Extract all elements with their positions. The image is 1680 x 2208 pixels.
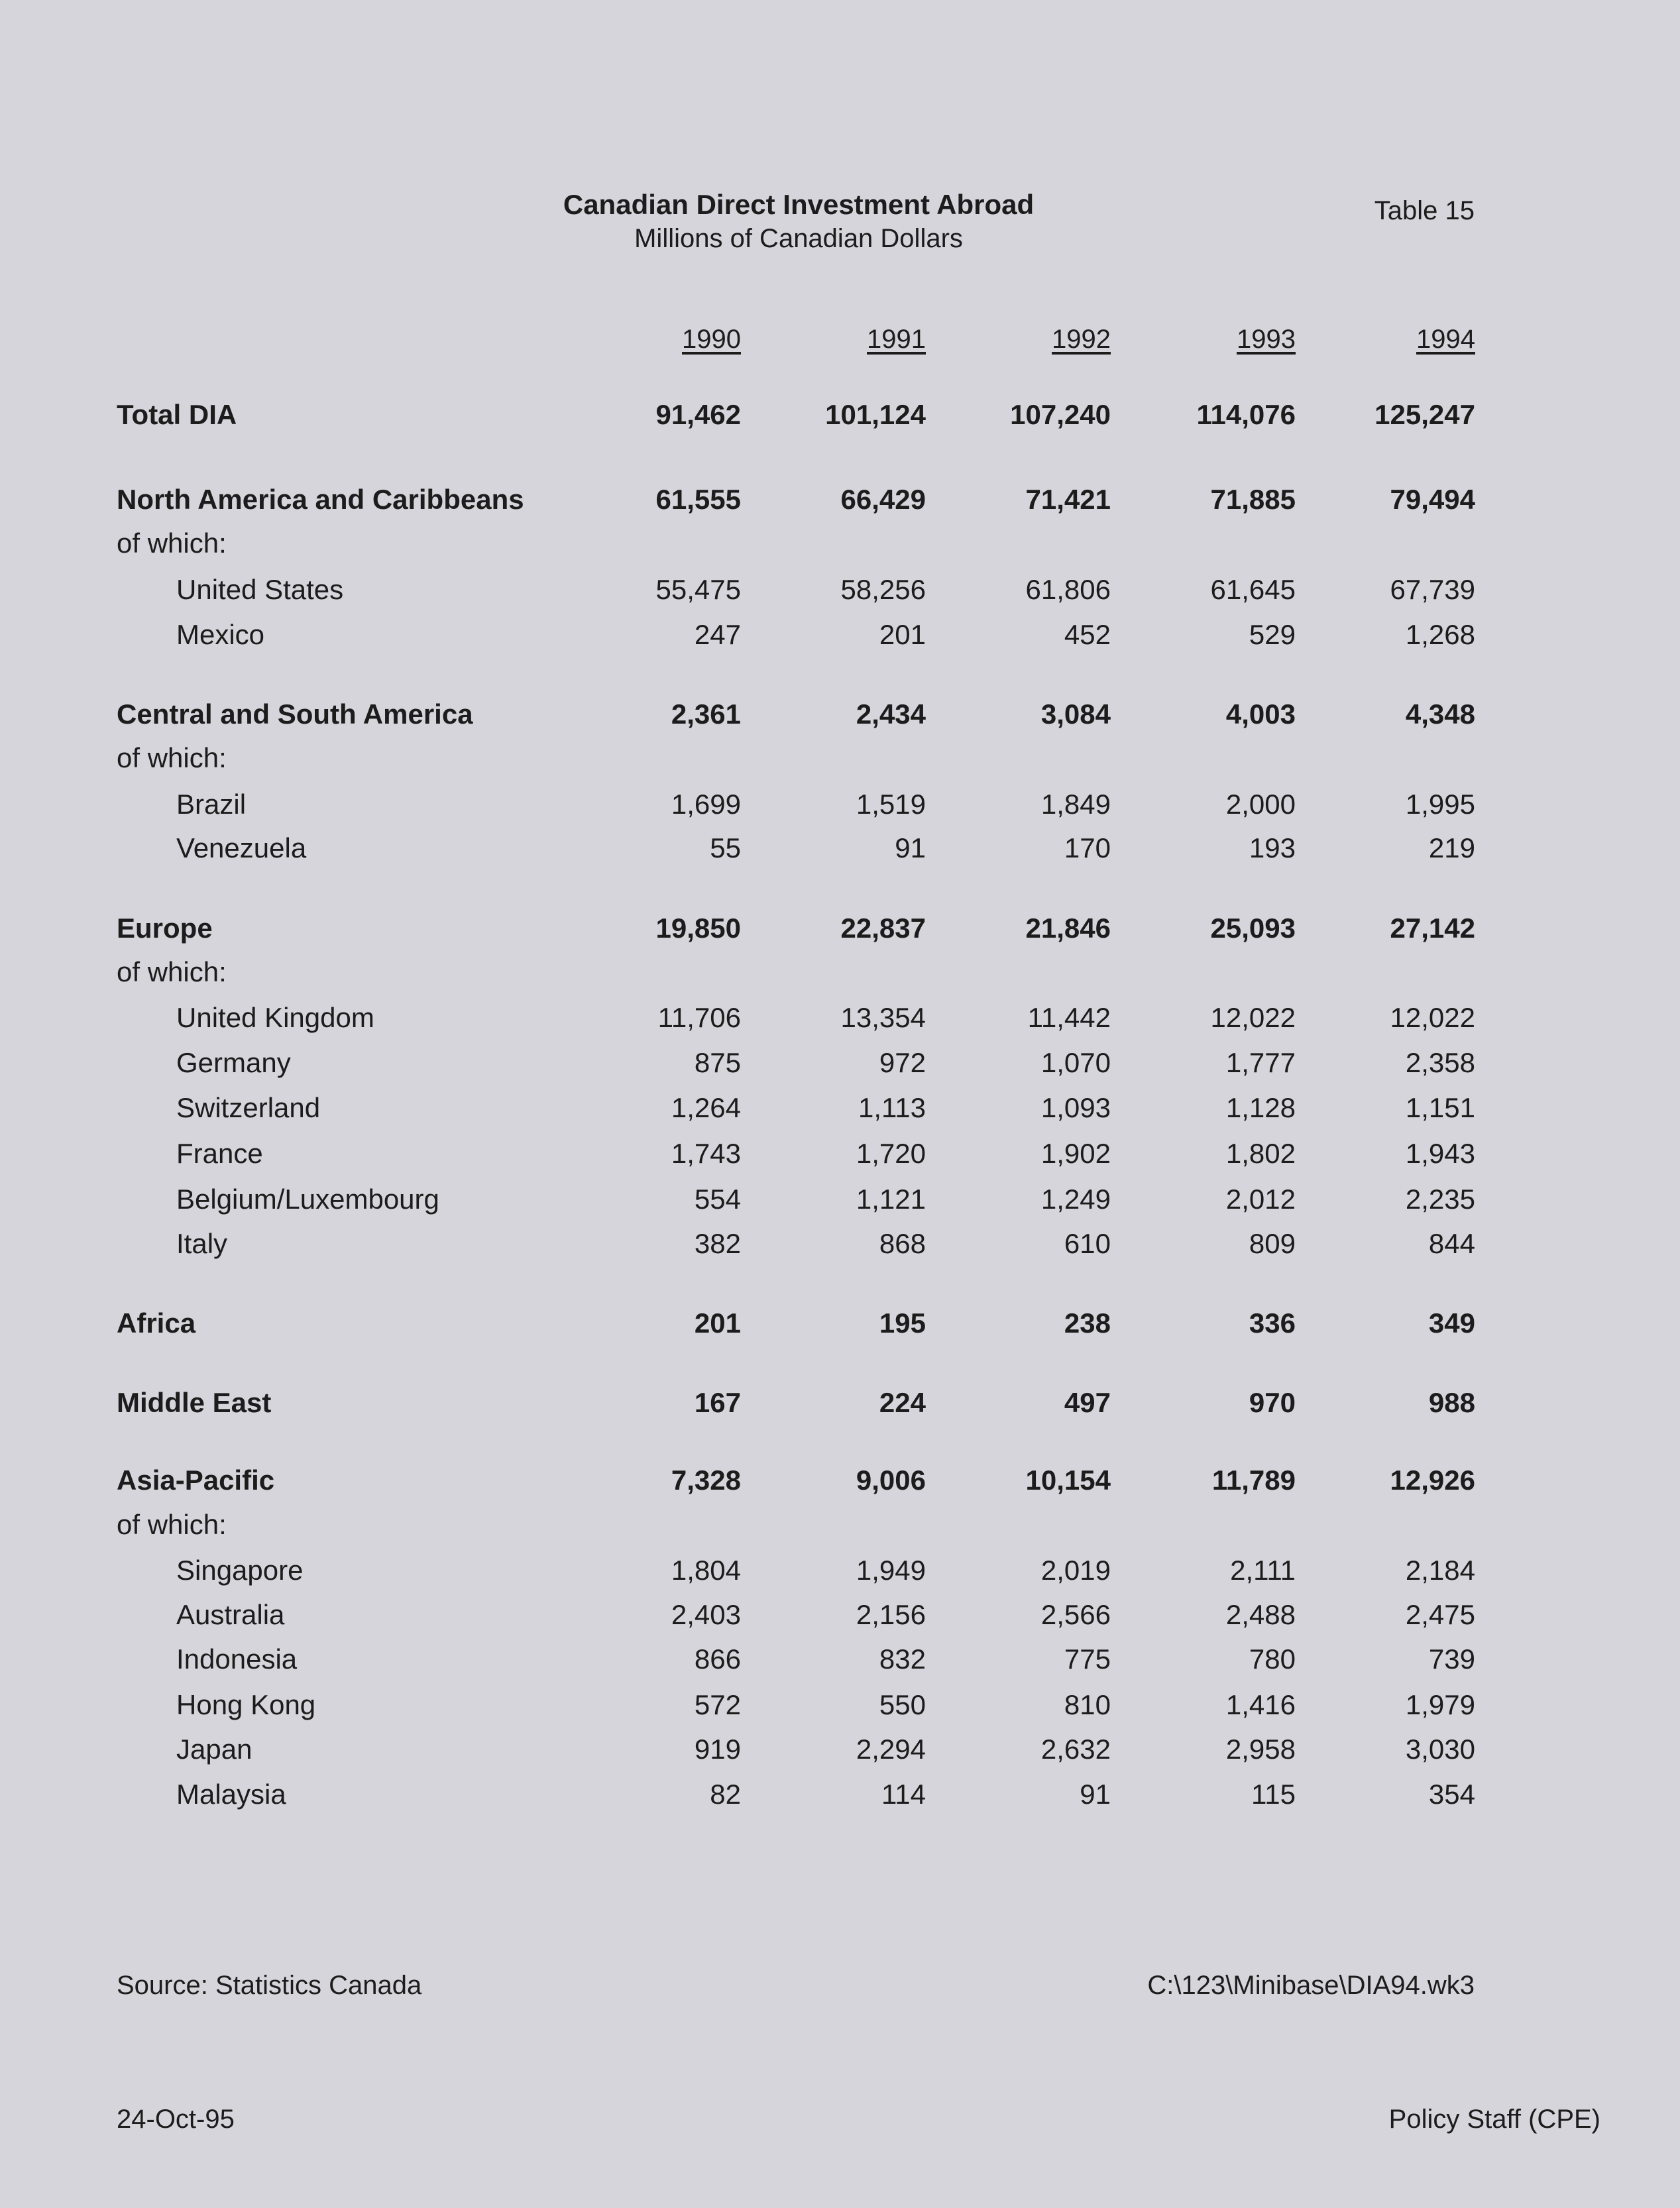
value-cell: 1,121 xyxy=(856,1184,926,1215)
row-label: Malaysia xyxy=(176,1779,286,1810)
value-cell: 55 xyxy=(710,832,741,863)
value-cell: 2,403 xyxy=(671,1599,741,1630)
value-cell: 4,348 xyxy=(1405,698,1475,730)
value-cell: 3,030 xyxy=(1405,1734,1475,1765)
row-label: Germany xyxy=(176,1047,291,1078)
value-cell: 22,837 xyxy=(840,912,926,944)
value-cell: 238 xyxy=(1064,1307,1111,1339)
row-label: of which: xyxy=(117,956,227,987)
value-cell: 13,354 xyxy=(840,1002,926,1033)
value-cell: 529 xyxy=(1249,619,1296,650)
value-cell: 2,184 xyxy=(1405,1555,1475,1586)
value-cell: 1,151 xyxy=(1405,1092,1475,1123)
value-cell: 919 xyxy=(694,1734,741,1765)
value-cell: 2,566 xyxy=(1040,1599,1111,1630)
author-label: Policy Staff (CPE) xyxy=(1388,2105,1600,2134)
value-cell: 67,739 xyxy=(1390,574,1475,605)
table-row xyxy=(0,1228,1680,1265)
table-row xyxy=(0,1138,1680,1175)
row-label: Venezuela xyxy=(176,832,307,863)
value-cell: 170 xyxy=(1064,832,1111,863)
row-label: Mexico xyxy=(176,619,265,650)
value-cell: 775 xyxy=(1064,1643,1111,1675)
value-cell: 809 xyxy=(1249,1228,1296,1259)
value-cell: 349 xyxy=(1428,1307,1475,1339)
value-cell: 19,850 xyxy=(655,912,741,944)
year-header: 1990 xyxy=(682,325,741,354)
value-cell: 12,022 xyxy=(1210,1002,1296,1033)
value-cell: 193 xyxy=(1249,832,1296,863)
value-cell: 2,475 xyxy=(1405,1599,1475,1630)
value-cell: 61,555 xyxy=(655,484,741,515)
table-row xyxy=(0,1509,1680,1546)
year-header: 1992 xyxy=(1052,325,1111,354)
value-cell: 1,979 xyxy=(1405,1689,1475,1720)
value-cell: 2,235 xyxy=(1405,1184,1475,1215)
value-cell: 201 xyxy=(694,1307,741,1339)
value-cell: 554 xyxy=(694,1184,741,1215)
value-cell: 7,328 xyxy=(671,1464,741,1496)
value-cell: 1,743 xyxy=(671,1138,741,1169)
value-cell: 2,958 xyxy=(1225,1734,1296,1765)
table-row xyxy=(0,742,1680,779)
value-cell: 61,645 xyxy=(1210,574,1296,605)
table-row xyxy=(0,484,1680,521)
table-row xyxy=(0,1387,1680,1424)
table-row xyxy=(0,832,1680,869)
table-row xyxy=(0,1689,1680,1726)
table-row xyxy=(0,1002,1680,1039)
date-stamp: 24-Oct-95 xyxy=(117,2105,235,2134)
value-cell: 1,949 xyxy=(856,1555,926,1586)
value-cell: 1,264 xyxy=(671,1092,741,1123)
value-cell: 1,849 xyxy=(1040,789,1111,820)
value-cell: 550 xyxy=(879,1689,926,1720)
value-cell: 1,093 xyxy=(1040,1092,1111,1123)
row-label: of which: xyxy=(117,527,227,559)
value-cell: 382 xyxy=(694,1228,741,1259)
table-row xyxy=(0,956,1680,993)
table-row xyxy=(0,1092,1680,1129)
value-cell: 10,154 xyxy=(1025,1464,1111,1496)
value-cell: 61,806 xyxy=(1025,574,1111,605)
table-row xyxy=(0,789,1680,826)
value-cell: 125,247 xyxy=(1374,399,1475,430)
value-cell: 1,902 xyxy=(1040,1138,1111,1169)
value-cell: 82 xyxy=(710,1779,741,1810)
row-label: Indonesia xyxy=(176,1643,298,1675)
table-row xyxy=(0,1047,1680,1084)
table-row xyxy=(0,619,1680,656)
value-cell: 12,926 xyxy=(1390,1464,1475,1496)
row-label: Switzerland xyxy=(176,1092,321,1123)
row-label: Europe xyxy=(117,912,213,944)
value-cell: 71,421 xyxy=(1025,484,1111,515)
value-cell: 2,012 xyxy=(1225,1184,1296,1215)
row-label: of which: xyxy=(117,742,227,773)
value-cell: 844 xyxy=(1428,1228,1475,1259)
value-cell: 868 xyxy=(879,1228,926,1259)
value-cell: 25,093 xyxy=(1210,912,1296,944)
table-row xyxy=(0,1184,1680,1221)
row-label: Africa xyxy=(117,1307,196,1339)
value-cell: 739 xyxy=(1428,1643,1475,1675)
table-subtitle: Millions of Canadian Dollars xyxy=(634,224,963,253)
table-row xyxy=(0,1464,1680,1502)
row-label: Middle East xyxy=(117,1387,272,1418)
value-cell: 866 xyxy=(694,1643,741,1675)
value-cell: 572 xyxy=(694,1689,741,1720)
row-label: France xyxy=(176,1138,263,1169)
value-cell: 11,789 xyxy=(1211,1464,1296,1496)
value-cell: 2,156 xyxy=(856,1599,926,1630)
value-cell: 79,494 xyxy=(1390,484,1475,515)
row-label: Hong Kong xyxy=(176,1689,316,1720)
row-label: Belgium/Luxembourg xyxy=(176,1184,439,1215)
value-cell: 4,003 xyxy=(1225,698,1296,730)
row-label: United States xyxy=(176,574,344,605)
value-cell: 610 xyxy=(1064,1228,1111,1259)
value-cell: 2,111 xyxy=(1230,1555,1296,1586)
table-row xyxy=(0,1555,1680,1592)
table-row xyxy=(0,912,1680,950)
value-cell: 1,720 xyxy=(856,1138,926,1169)
source-note: Source: Statistics Canada xyxy=(117,1971,422,2000)
value-cell: 970 xyxy=(1249,1387,1296,1418)
value-cell: 91,462 xyxy=(655,399,741,430)
value-cell: 988 xyxy=(1428,1387,1475,1418)
value-cell: 832 xyxy=(879,1643,926,1675)
table-row xyxy=(0,574,1680,611)
value-cell: 58,256 xyxy=(840,574,926,605)
value-cell: 1,804 xyxy=(671,1555,741,1586)
table-row xyxy=(0,1643,1680,1681)
row-label: Asia-Pacific xyxy=(117,1464,275,1496)
value-cell: 1,995 xyxy=(1405,789,1475,820)
value-cell: 11,442 xyxy=(1027,1002,1111,1033)
value-cell: 875 xyxy=(694,1047,741,1078)
value-cell: 2,361 xyxy=(671,698,741,730)
row-label: of which: xyxy=(117,1509,227,1540)
row-label: Italy xyxy=(176,1228,228,1259)
row-label: Central and South America xyxy=(117,698,473,730)
table-row xyxy=(0,399,1680,436)
row-label: Total DIA xyxy=(117,399,237,430)
value-cell: 195 xyxy=(879,1307,926,1339)
value-cell: 2,434 xyxy=(856,698,926,730)
value-cell: 1,802 xyxy=(1225,1138,1296,1169)
row-label: Brazil xyxy=(176,789,247,820)
value-cell: 71,885 xyxy=(1210,484,1296,515)
value-cell: 12,022 xyxy=(1390,1002,1475,1033)
row-label: Japan xyxy=(176,1734,252,1765)
value-cell: 21,846 xyxy=(1025,912,1111,944)
value-cell: 2,000 xyxy=(1225,789,1296,820)
year-header: 1994 xyxy=(1416,325,1475,354)
value-cell: 2,294 xyxy=(856,1734,926,1765)
value-cell: 2,358 xyxy=(1405,1047,1475,1078)
value-cell: 114,076 xyxy=(1196,399,1296,430)
value-cell: 1,268 xyxy=(1405,619,1475,650)
value-cell: 114 xyxy=(881,1779,926,1810)
value-cell: 972 xyxy=(879,1047,926,1078)
value-cell: 9,006 xyxy=(856,1464,926,1496)
value-cell: 1,128 xyxy=(1225,1092,1296,1123)
row-label: North America and Caribbeans xyxy=(117,484,524,515)
file-path: C:\123\Minibase\DIA94.wk3 xyxy=(1147,1971,1475,2000)
value-cell: 3,084 xyxy=(1040,698,1111,730)
row-label: Australia xyxy=(176,1599,285,1630)
table-row xyxy=(0,1599,1680,1636)
table-number-label: Table 15 xyxy=(1374,196,1475,225)
value-cell: 27,142 xyxy=(1390,912,1475,944)
value-cell: 167 xyxy=(694,1387,741,1418)
table-row xyxy=(0,1779,1680,1816)
value-cell: 452 xyxy=(1064,619,1111,650)
value-cell: 224 xyxy=(879,1387,926,1418)
value-cell: 1,249 xyxy=(1040,1184,1111,1215)
value-cell: 201 xyxy=(879,619,926,650)
table-row xyxy=(0,1307,1680,1345)
value-cell: 2,632 xyxy=(1040,1734,1111,1765)
table-row xyxy=(0,1734,1680,1771)
value-cell: 91 xyxy=(895,832,926,863)
value-cell: 336 xyxy=(1249,1307,1296,1339)
row-label: United Kingdom xyxy=(176,1002,374,1033)
value-cell: 354 xyxy=(1428,1779,1475,1810)
value-cell: 497 xyxy=(1064,1387,1111,1418)
value-cell: 247 xyxy=(694,619,741,650)
row-label: Singapore xyxy=(176,1555,304,1586)
value-cell: 1,943 xyxy=(1405,1138,1475,1169)
year-header: 1993 xyxy=(1237,325,1296,354)
value-cell: 1,070 xyxy=(1040,1047,1111,1078)
value-cell: 2,488 xyxy=(1225,1599,1296,1630)
value-cell: 1,416 xyxy=(1225,1689,1296,1720)
value-cell: 780 xyxy=(1249,1643,1296,1675)
table-row xyxy=(0,527,1680,565)
value-cell: 1,113 xyxy=(858,1092,926,1123)
value-cell: 810 xyxy=(1064,1689,1111,1720)
value-cell: 1,519 xyxy=(856,789,926,820)
value-cell: 1,777 xyxy=(1225,1047,1296,1078)
value-cell: 55,475 xyxy=(655,574,741,605)
year-header: 1991 xyxy=(867,325,926,354)
value-cell: 101,124 xyxy=(825,399,926,430)
value-cell: 91 xyxy=(1080,1779,1111,1810)
value-cell: 107,240 xyxy=(1010,399,1111,430)
table-title: Canadian Direct Investment Abroad xyxy=(563,189,1035,220)
value-cell: 11,706 xyxy=(657,1002,741,1033)
table-row xyxy=(0,698,1680,736)
value-cell: 1,699 xyxy=(671,789,741,820)
value-cell: 66,429 xyxy=(840,484,926,515)
value-cell: 219 xyxy=(1428,832,1475,863)
value-cell: 115 xyxy=(1251,1779,1296,1810)
value-cell: 2,019 xyxy=(1040,1555,1111,1586)
